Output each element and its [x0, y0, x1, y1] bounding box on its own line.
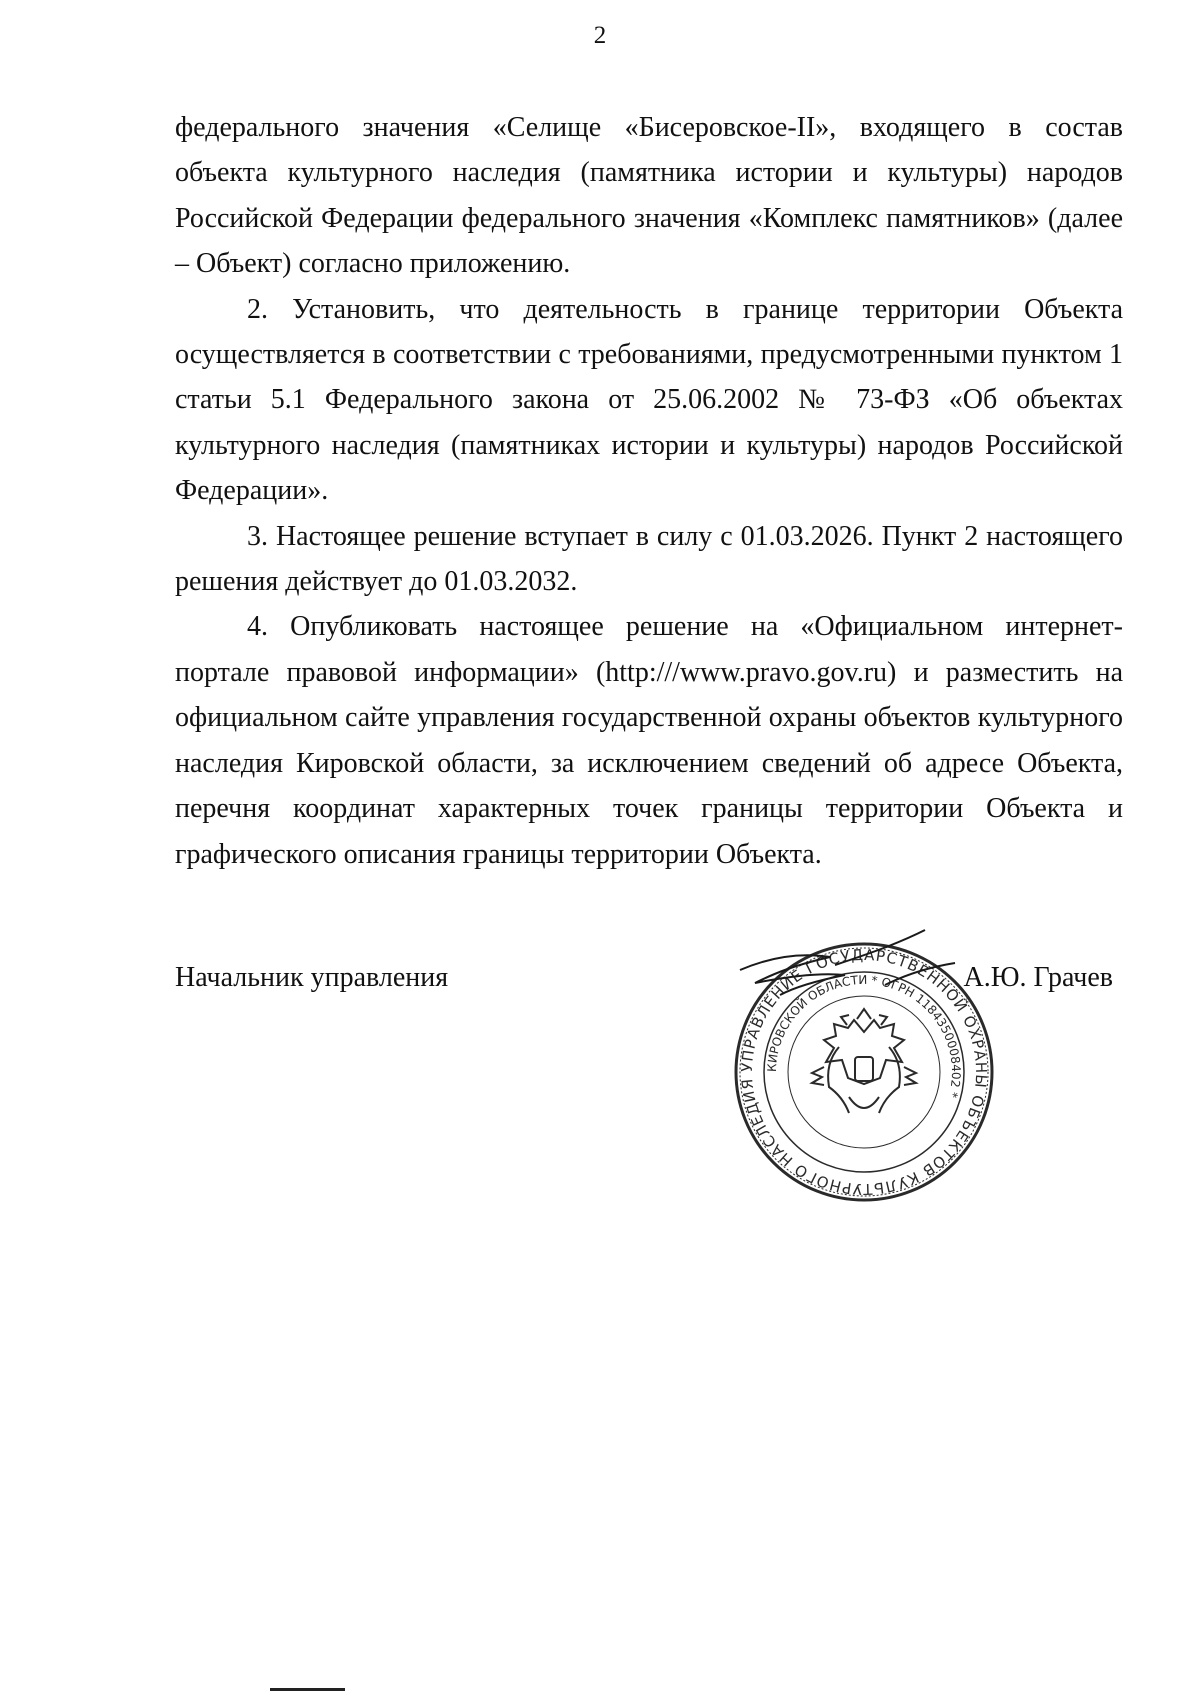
paragraph-item-2: 2. Установить, что деятельность в границе территории Объекта осуществляется в соответствии с требованиями, предусмотренными пунктом 1 статьи 5.1 Федерального закона от 25.06.2002 № 73-ФЗ «Об объектах культурного наследия (памятниках истории и культуры) народов Российской Федерации».	[175, 293, 1123, 507]
seal-outer-text: УПРАВЛЕНИЕ ГОСУДАРСТВЕННОЙ ОХРАНЫ ОБЪЕКТОВ КУЛЬТУРНОГО НАСЛЕДИЯ	[737, 945, 991, 1199]
signature-block	[175, 945, 1123, 1215]
paragraph-continuation: федерального значения «Селище «Бисеровское-II», входящего в состав объекта культурного наследия (памятника истории и культуры) народов Российской Федерации федерального значения «Комплекс памятников» (далее – Объект) согласно приложению.	[175, 112, 1123, 280]
paragraph-item-4: 4. Опубликовать настоящее решение на «Официальном интернет-портале правовой информации» (http:///www.pravo.gov.ru) и разместить на официальном сайте управления государственной охраны объектов культурного наследия Кировской области, за исключением сведений об адресе Объекта, перечня координат характерных точек границы территории Объекта и графического описания границы территории Объекта.	[175, 611, 1123, 870]
document-body	[175, 105, 1123, 877]
footer-divider	[270, 1688, 345, 1691]
signer-name: А.Ю. Грачев	[963, 962, 1113, 993]
seal-inner-text: КИРОВСКОЙ ОБЛАСТИ * ОГРН 1184350008402 *	[764, 972, 964, 1100]
paragraph-item-3: 3. Настоящее решение вступает в силу с 01.03.2026. Пункт 2 настоящего решения действует до 01.03.2032.	[175, 520, 1123, 598]
signer-position: Начальник управления	[175, 962, 449, 993]
handwritten-signature	[735, 925, 965, 1035]
page-number: 2	[593, 22, 607, 49]
